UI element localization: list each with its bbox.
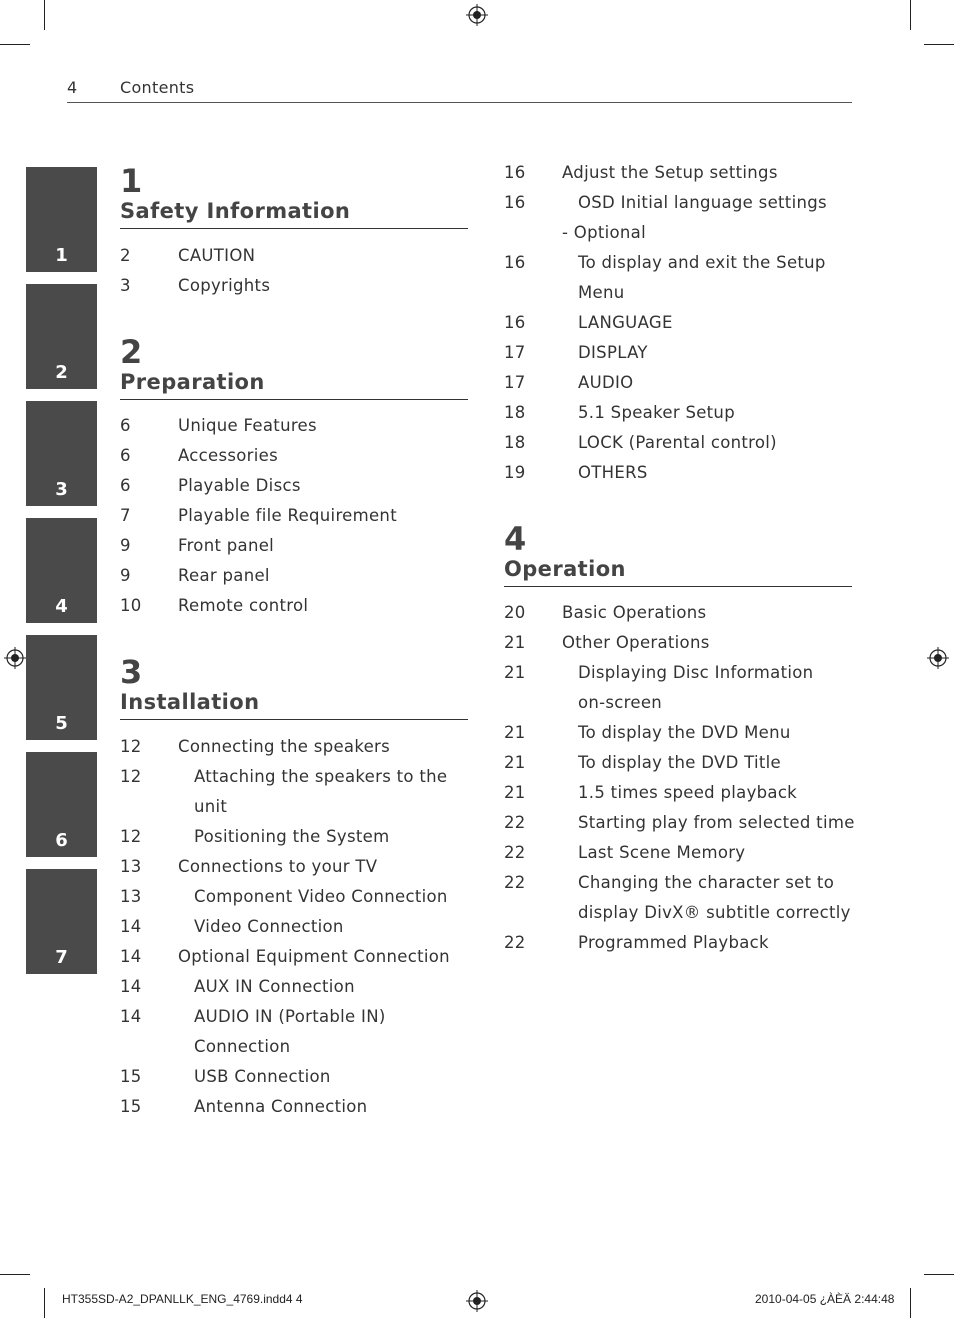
crop-mark [924, 1274, 954, 1275]
chapter-tab-5[interactable]: 5 [26, 635, 97, 740]
registration-mark-icon [927, 647, 949, 669]
crop-mark [924, 44, 954, 45]
page-number: 4 [67, 78, 78, 97]
crop-mark [0, 1274, 30, 1275]
page-title: Contents [120, 78, 195, 97]
crop-mark [44, 1288, 45, 1318]
section-number: 1 [120, 162, 143, 200]
crop-mark [0, 44, 30, 45]
section-divider [120, 399, 468, 400]
section-divider [120, 228, 468, 229]
section-title: Preparation [120, 370, 265, 394]
page-header [67, 76, 852, 103]
chapter-tab-3[interactable]: 3 [26, 401, 97, 506]
footer-timestamp: 2010-04-05 ¿ÀÈÄ 2:44:48 [755, 1292, 895, 1306]
section-divider [120, 719, 468, 720]
section-title: Operation [504, 557, 626, 581]
chapter-tab-2[interactable]: 2 [26, 284, 97, 389]
section-title: Safety Information [120, 199, 351, 223]
section-number: 3 [120, 653, 143, 691]
crop-mark [910, 0, 911, 30]
chapter-tab-4[interactable]: 4 [26, 518, 97, 623]
chapter-tab-6[interactable]: 6 [26, 752, 97, 857]
section-number: 2 [120, 333, 143, 371]
section-title: Installation [120, 690, 260, 714]
section-divider [504, 586, 852, 587]
footer-file-name: HT355SD-A2_DPANLLK_ENG_4769.indd4 4 [62, 1292, 303, 1306]
crop-mark [44, 0, 45, 30]
registration-mark-icon [466, 4, 488, 26]
chapter-tab-7[interactable]: 7 [26, 869, 97, 974]
section-number: 4 [504, 520, 527, 558]
crop-mark [910, 1288, 911, 1318]
chapter-tab-1[interactable]: 1 [26, 167, 97, 272]
registration-mark-icon [4, 647, 26, 669]
registration-mark-icon [466, 1290, 488, 1312]
